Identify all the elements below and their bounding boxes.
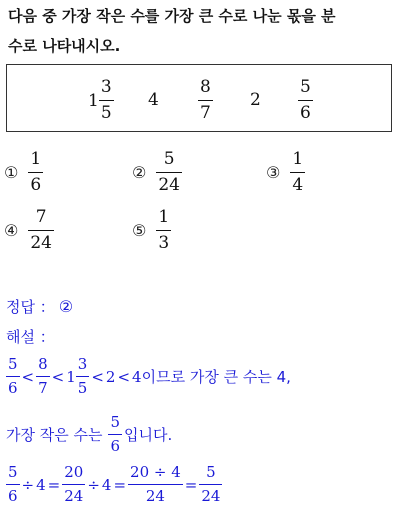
option-mark: ③: [266, 163, 281, 182]
numerator: 7: [35, 207, 47, 227]
divide-sign: ÷: [21, 475, 35, 494]
denominator: 5: [100, 103, 112, 123]
option-4[interactable]: [4, 208, 54, 253]
denominator: 24: [201, 487, 221, 505]
option-mark: ②: [132, 163, 147, 182]
denominator: 6: [8, 487, 18, 505]
explanation-step-1: [6, 356, 291, 397]
whole-part: 1: [88, 90, 99, 111]
option-3[interactable]: [266, 150, 305, 195]
denominator: 6: [300, 103, 311, 123]
answer-value: ②: [58, 297, 74, 316]
numerator: 5: [8, 463, 18, 481]
numerator: 1: [30, 149, 42, 169]
numerator: 3: [100, 77, 112, 97]
step-2-prefix: 가장 작은 수는: [6, 426, 103, 444]
value-4: 4: [132, 367, 142, 386]
answer-line: [6, 296, 73, 317]
numerator: 1: [158, 207, 170, 227]
explanation-label: 해설 ：: [6, 328, 55, 346]
option-5[interactable]: [132, 208, 171, 253]
denominator: 6: [30, 175, 42, 195]
less-than: <: [51, 367, 65, 386]
denominator: 7: [200, 103, 211, 123]
denominator: 5: [77, 379, 88, 397]
numerator: 5: [110, 413, 121, 431]
question-line-1: 다음 중 가장 작은 수를 가장 큰 수로 나눈 몫을 분: [8, 7, 336, 25]
mixed-number-1-3-5: [88, 78, 114, 123]
numerator: 8: [38, 355, 48, 373]
explanation-step-3: [6, 464, 222, 505]
option-2[interactable]: [132, 150, 182, 195]
question-line-2: 수로 나타내시오.: [8, 37, 121, 55]
numerator: 5: [163, 149, 175, 169]
equals-sign: =: [113, 475, 127, 494]
fraction-5-6: [298, 78, 313, 123]
value-4: 4: [101, 475, 112, 494]
denominator: 4: [292, 175, 304, 195]
number-2: 2: [250, 90, 261, 110]
less-than: <: [21, 367, 35, 386]
less-than: <: [117, 367, 131, 386]
option-mark: ⑤: [132, 221, 147, 240]
option-mark: ④: [4, 221, 19, 240]
explanation-step-2: [6, 414, 172, 455]
denominator: 24: [64, 487, 84, 505]
denominator: 3: [158, 233, 170, 253]
denominator: 24: [145, 487, 165, 505]
numerator: 20 ÷ 4: [130, 463, 181, 481]
option-1[interactable]: [4, 150, 43, 195]
denominator: 6: [8, 379, 18, 397]
numerator: 3: [77, 355, 88, 373]
value-2: 2: [105, 367, 116, 386]
equals-sign: =: [47, 475, 61, 494]
denominator: 24: [30, 233, 52, 253]
step-1-text: 이므로 가장 큰 수는 4,: [141, 368, 291, 386]
denominator: 7: [38, 379, 48, 397]
numerator: 1: [292, 149, 304, 169]
numerator: 5: [206, 463, 216, 481]
denominator: 24: [158, 175, 180, 195]
answer-label: 정답 ：: [6, 298, 55, 316]
numerator: 8: [200, 77, 211, 97]
numerator: 5: [300, 77, 311, 97]
denominator: 6: [110, 437, 121, 455]
less-than: <: [91, 367, 104, 386]
fraction-8-7: [198, 78, 213, 123]
step-2-suffix: 입니다.: [124, 426, 173, 444]
whole-part: 1: [66, 367, 76, 386]
divide-sign: ÷: [87, 475, 100, 494]
equals-sign: =: [184, 475, 198, 494]
option-mark: ①: [4, 163, 19, 182]
number-4: 4: [148, 90, 159, 110]
numerator: 20: [64, 463, 84, 481]
numerator: 5: [8, 355, 18, 373]
value-4: 4: [36, 475, 46, 494]
